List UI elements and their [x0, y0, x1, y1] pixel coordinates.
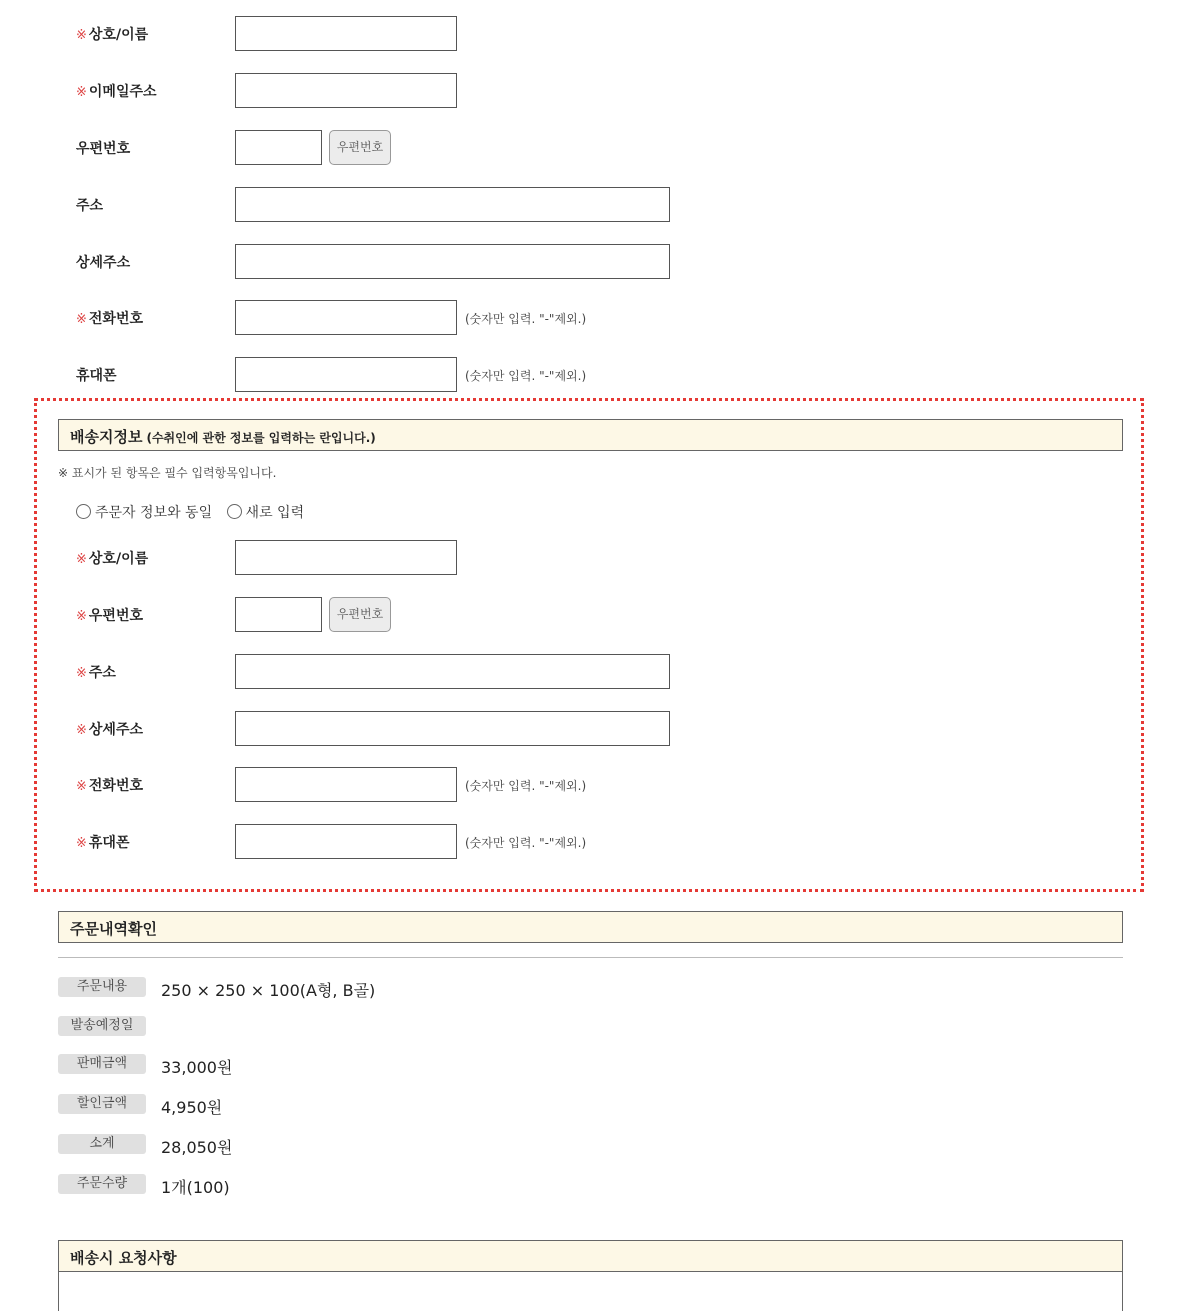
required-mark: ※	[76, 85, 87, 100]
orderer-phone-row	[0, 300, 1180, 336]
orderer-mobile-label: 휴대폰	[76, 368, 117, 384]
shipping-mobile-hint: (숫자만 입력. "-"제외.)	[465, 836, 587, 850]
shipping-detail-address-label: ※ 상세주소	[76, 722, 144, 738]
radio-same-as-orderer[interactable]: 주문자 정보와 동일	[76, 505, 212, 521]
orderer-zip-input[interactable]	[235, 130, 322, 165]
order-row-value: 1개(100)	[161, 1178, 230, 1197]
shipping-source-radios	[76, 502, 314, 522]
orderer-detail-address-row	[0, 244, 1180, 280]
order-row-label: 주문수량	[58, 1174, 146, 1194]
required-mark: ※	[76, 552, 87, 567]
orderer-address-row	[0, 187, 1180, 223]
shipping-phone-label: ※ 전화번호	[76, 778, 144, 794]
radio-new-input[interactable]: 새로 입력	[227, 505, 305, 521]
order-summary-header	[58, 911, 1123, 943]
shipping-detail-address-row	[0, 711, 1180, 747]
shipping-section-subtitle: (수취인에 관한 정보를 입력하는 란입니다.)	[146, 431, 376, 445]
order-summary-title: 주문내역확인	[70, 920, 157, 938]
delivery-request-title: 배송시 요청사항	[70, 1249, 177, 1267]
delivery-request-header	[58, 1240, 1123, 1272]
shipping-address-row	[0, 654, 1180, 690]
orderer-zip-label: 우편번호	[76, 141, 131, 157]
order-row-label: 발송예정일	[58, 1016, 146, 1036]
shipping-zip-search-button[interactable]: 우편번호	[329, 597, 391, 632]
required-mark: ※	[76, 779, 87, 794]
orderer-email-row	[0, 73, 1180, 109]
required-mark: ※	[76, 609, 87, 624]
orderer-zip-row	[0, 130, 1180, 166]
divider	[58, 957, 1123, 958]
shipping-phone-hint: (숫자만 입력. "-"제외.)	[465, 779, 587, 793]
shipping-address-input[interactable]	[235, 654, 670, 689]
shipping-mobile-row	[0, 824, 1180, 860]
shipping-name-label: ※ 상호/이름	[76, 551, 149, 567]
orderer-email-label: ※ 이메일주소	[76, 84, 157, 100]
order-row-value: 28,050원	[161, 1138, 233, 1157]
order-row-label: 판매금액	[58, 1054, 146, 1074]
orderer-address-input[interactable]	[235, 187, 670, 222]
required-mark: ※	[76, 836, 87, 851]
shipping-phone-row	[0, 767, 1180, 803]
shipping-name-input[interactable]	[235, 540, 457, 575]
shipping-zip-input[interactable]	[235, 597, 322, 632]
orderer-detail-address-input[interactable]	[235, 244, 670, 279]
orderer-mobile-hint: (숫자만 입력. "-"제외.)	[465, 369, 587, 383]
shipping-detail-address-input[interactable]	[235, 711, 670, 746]
orderer-name-row	[0, 16, 1180, 52]
shipping-name-row	[0, 540, 1180, 576]
shipping-zip-label: ※ 우편번호	[76, 608, 144, 624]
shipping-address-label: ※ 주소	[76, 665, 116, 681]
radio-circle[interactable]	[76, 504, 91, 519]
required-mark: ※	[76, 28, 87, 43]
orderer-phone-input[interactable]	[235, 300, 457, 335]
orderer-name-label: ※ 상호/이름	[76, 27, 149, 43]
required-mark: ※	[76, 666, 87, 681]
required-note: ※ 표시가 된 항목은 필수 입력항목입니다.	[58, 466, 277, 480]
required-mark: ※	[76, 723, 87, 738]
shipping-phone-input[interactable]	[235, 767, 457, 802]
orderer-name-input[interactable]	[235, 16, 457, 51]
order-row-label: 할인금액	[58, 1094, 146, 1114]
orderer-email-input[interactable]	[235, 73, 457, 108]
orderer-address-label: 주소	[76, 198, 104, 214]
orderer-zip-search-button[interactable]: 우편번호	[329, 130, 391, 165]
orderer-mobile-row	[0, 357, 1180, 393]
order-row-value: 250 × 250 × 100(A형, B골)	[161, 981, 376, 1000]
order-row-label: 주문내용	[58, 977, 146, 997]
shipping-section-title: 배송지정보 (수취인에 관한 정보를 입력하는 란입니다.)	[70, 428, 376, 446]
orderer-phone-hint: (숫자만 입력. "-"제외.)	[465, 312, 587, 326]
required-mark: ※	[76, 312, 87, 327]
shipping-section-header	[58, 419, 1123, 451]
orderer-mobile-input[interactable]	[235, 357, 457, 392]
orderer-phone-label: ※ 전화번호	[76, 311, 144, 327]
shipping-zip-row	[0, 597, 1180, 633]
shipping-mobile-label: ※ 휴대폰	[76, 835, 130, 851]
order-row-label: 소계	[58, 1134, 146, 1154]
shipping-mobile-input[interactable]	[235, 824, 457, 859]
order-row-value: 4,950원	[161, 1098, 223, 1117]
radio-circle[interactable]	[227, 504, 242, 519]
delivery-request-textarea[interactable]	[58, 1271, 1123, 1311]
order-row-value: 33,000원	[161, 1058, 233, 1077]
orderer-detail-address-label: 상세주소	[76, 255, 131, 271]
